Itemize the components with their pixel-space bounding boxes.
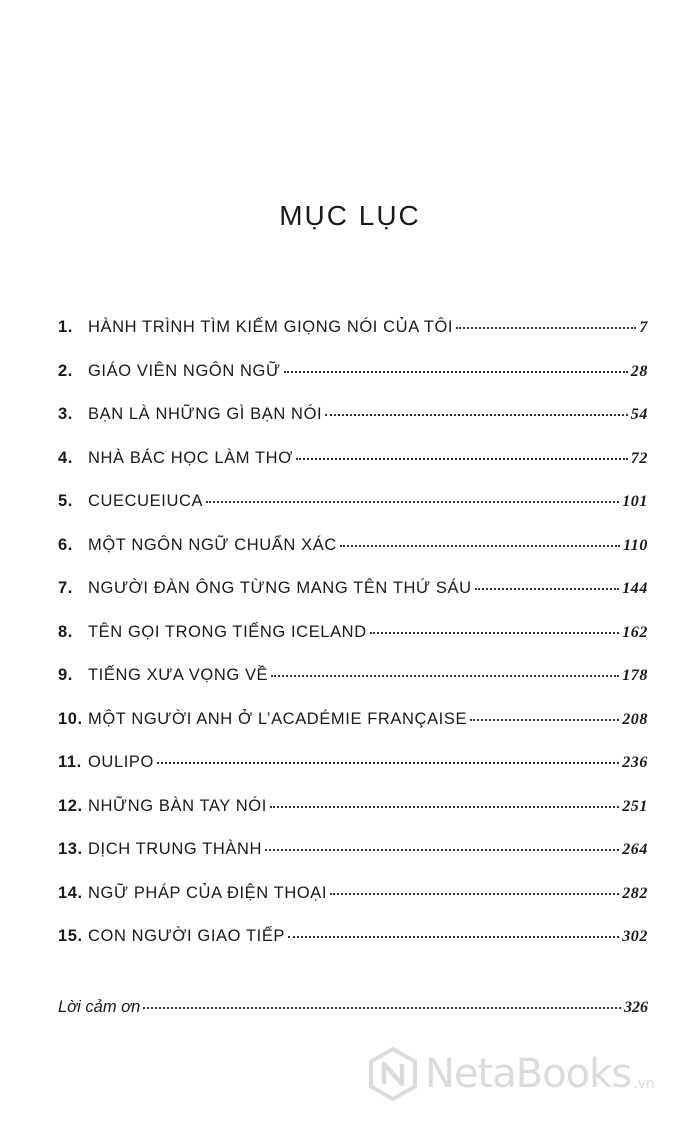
toc-entry[interactable] bbox=[58, 492, 648, 536]
chapter-number: 5. bbox=[58, 492, 73, 510]
page-number: 28 bbox=[630, 362, 648, 380]
toc-entry[interactable] bbox=[58, 666, 648, 710]
acknowledgements-title: Lời cảm ơn bbox=[58, 998, 141, 1016]
table-of-contents bbox=[58, 318, 648, 971]
toc-entry[interactable] bbox=[58, 884, 648, 928]
dot-leader bbox=[143, 1007, 621, 1009]
dot-leader bbox=[270, 806, 619, 808]
netabooks-logo-icon bbox=[365, 1046, 421, 1102]
dot-leader bbox=[284, 371, 628, 373]
chapter-title: GIÁO VIÊN NGÔN NGỮ bbox=[88, 361, 281, 380]
chapter-title: BẠN LÀ NHỮNG GÌ BẠN NÓI bbox=[88, 405, 323, 423]
page-number: 162 bbox=[622, 623, 648, 641]
chapter-number: 2. bbox=[58, 361, 73, 380]
chapter-number: 14. bbox=[58, 883, 83, 902]
toc-entry[interactable] bbox=[58, 536, 648, 580]
page-number: 264 bbox=[622, 841, 648, 858]
page-number: 302 bbox=[622, 928, 648, 945]
dot-leader bbox=[475, 588, 620, 590]
page-number: 110 bbox=[623, 536, 648, 554]
chapter-number: 6. bbox=[58, 535, 73, 554]
dot-leader bbox=[370, 632, 619, 634]
dot-leader bbox=[271, 675, 619, 677]
toc-entry[interactable] bbox=[58, 710, 648, 754]
chapter-number: 12. bbox=[58, 796, 83, 815]
chapter-number: 13. bbox=[58, 840, 83, 858]
page-number: 7 bbox=[639, 319, 648, 336]
toc-entry[interactable] bbox=[58, 579, 648, 623]
page-number: 54 bbox=[630, 406, 648, 423]
toc-entry[interactable] bbox=[58, 753, 648, 797]
page-number: 236 bbox=[622, 754, 648, 771]
chapter-number: 11. bbox=[58, 753, 82, 771]
toc-entry[interactable] bbox=[58, 927, 648, 971]
chapter-number: 3. bbox=[58, 405, 73, 423]
chapter-title: HÀNH TRÌNH TÌM KIẾM GIỌNG NÓI CỦA TÔI bbox=[88, 318, 454, 336]
dot-leader bbox=[157, 762, 619, 764]
chapter-title: CUECUEIUCA bbox=[88, 492, 204, 510]
chapter-title: TIẾNG XƯA VỌNG VỀ bbox=[88, 666, 269, 684]
page-number: 72 bbox=[630, 449, 648, 467]
page-number: 178 bbox=[622, 667, 648, 684]
chapter-title: NHÀ BÁC HỌC LÀM THƠ bbox=[88, 448, 293, 467]
chapter-number: 1. bbox=[58, 318, 73, 336]
dot-leader bbox=[296, 458, 628, 460]
chapter-number: 7. bbox=[58, 579, 73, 597]
toc-entry[interactable] bbox=[58, 449, 648, 493]
dot-leader bbox=[340, 545, 620, 547]
chapter-number: 10. bbox=[58, 709, 83, 728]
toc-entry[interactable] bbox=[58, 623, 648, 667]
chapter-number: 15. bbox=[58, 927, 83, 945]
page-number: 208 bbox=[622, 710, 648, 728]
dot-leader bbox=[330, 893, 619, 895]
dot-leader bbox=[288, 936, 619, 938]
page-number: 144 bbox=[622, 580, 648, 597]
chapter-title: MỘT NGÔN NGỮ CHUẨN XÁC bbox=[88, 535, 337, 554]
chapter-number: 4. bbox=[58, 448, 73, 467]
page-number: 282 bbox=[622, 884, 648, 902]
chapter-number: 9. bbox=[58, 666, 73, 684]
page-number: 326 bbox=[624, 999, 648, 1016]
chapter-title: NGỮ PHÁP CỦA ĐIỆN THOẠI bbox=[88, 883, 328, 902]
chapter-title: NGƯỜI ĐÀN ÔNG TỪNG MANG TÊN THỨ SÁU bbox=[88, 579, 472, 597]
dot-leader bbox=[206, 501, 619, 503]
chapter-title: DỊCH TRUNG THÀNH bbox=[88, 840, 262, 858]
page-title: MỤC LỤC bbox=[279, 200, 421, 231]
page-number: 251 bbox=[622, 797, 648, 815]
watermark-suffix: .vn bbox=[633, 1076, 655, 1092]
dot-leader bbox=[325, 414, 628, 416]
chapter-title: MỘT NGƯỜI ANH Ở L’ACADÉMIE FRANÇAISE bbox=[88, 709, 468, 728]
toc-entry[interactable] bbox=[58, 318, 648, 362]
chapter-title: OULIPO bbox=[88, 753, 154, 771]
chapter-title: NHỮNG BÀN TAY NÓI bbox=[88, 796, 267, 815]
watermark-brand: NetaBooks bbox=[425, 1051, 632, 1097]
toc-entry[interactable] bbox=[58, 840, 648, 884]
acknowledgements-entry[interactable] bbox=[58, 998, 648, 1017]
chapter-title: CON NGƯỜI GIAO TIẾP bbox=[88, 927, 286, 945]
toc-entry[interactable] bbox=[58, 797, 648, 841]
toc-entry[interactable] bbox=[58, 405, 648, 449]
dot-leader bbox=[456, 327, 636, 329]
dot-leader bbox=[265, 849, 619, 851]
watermark bbox=[365, 1046, 655, 1102]
dot-leader bbox=[470, 719, 619, 721]
chapter-title: TÊN GỌI TRONG TIẾNG ICELAND bbox=[88, 622, 367, 641]
page-number: 101 bbox=[622, 493, 648, 510]
toc-entry[interactable] bbox=[58, 362, 648, 406]
chapter-number: 8. bbox=[58, 622, 73, 641]
